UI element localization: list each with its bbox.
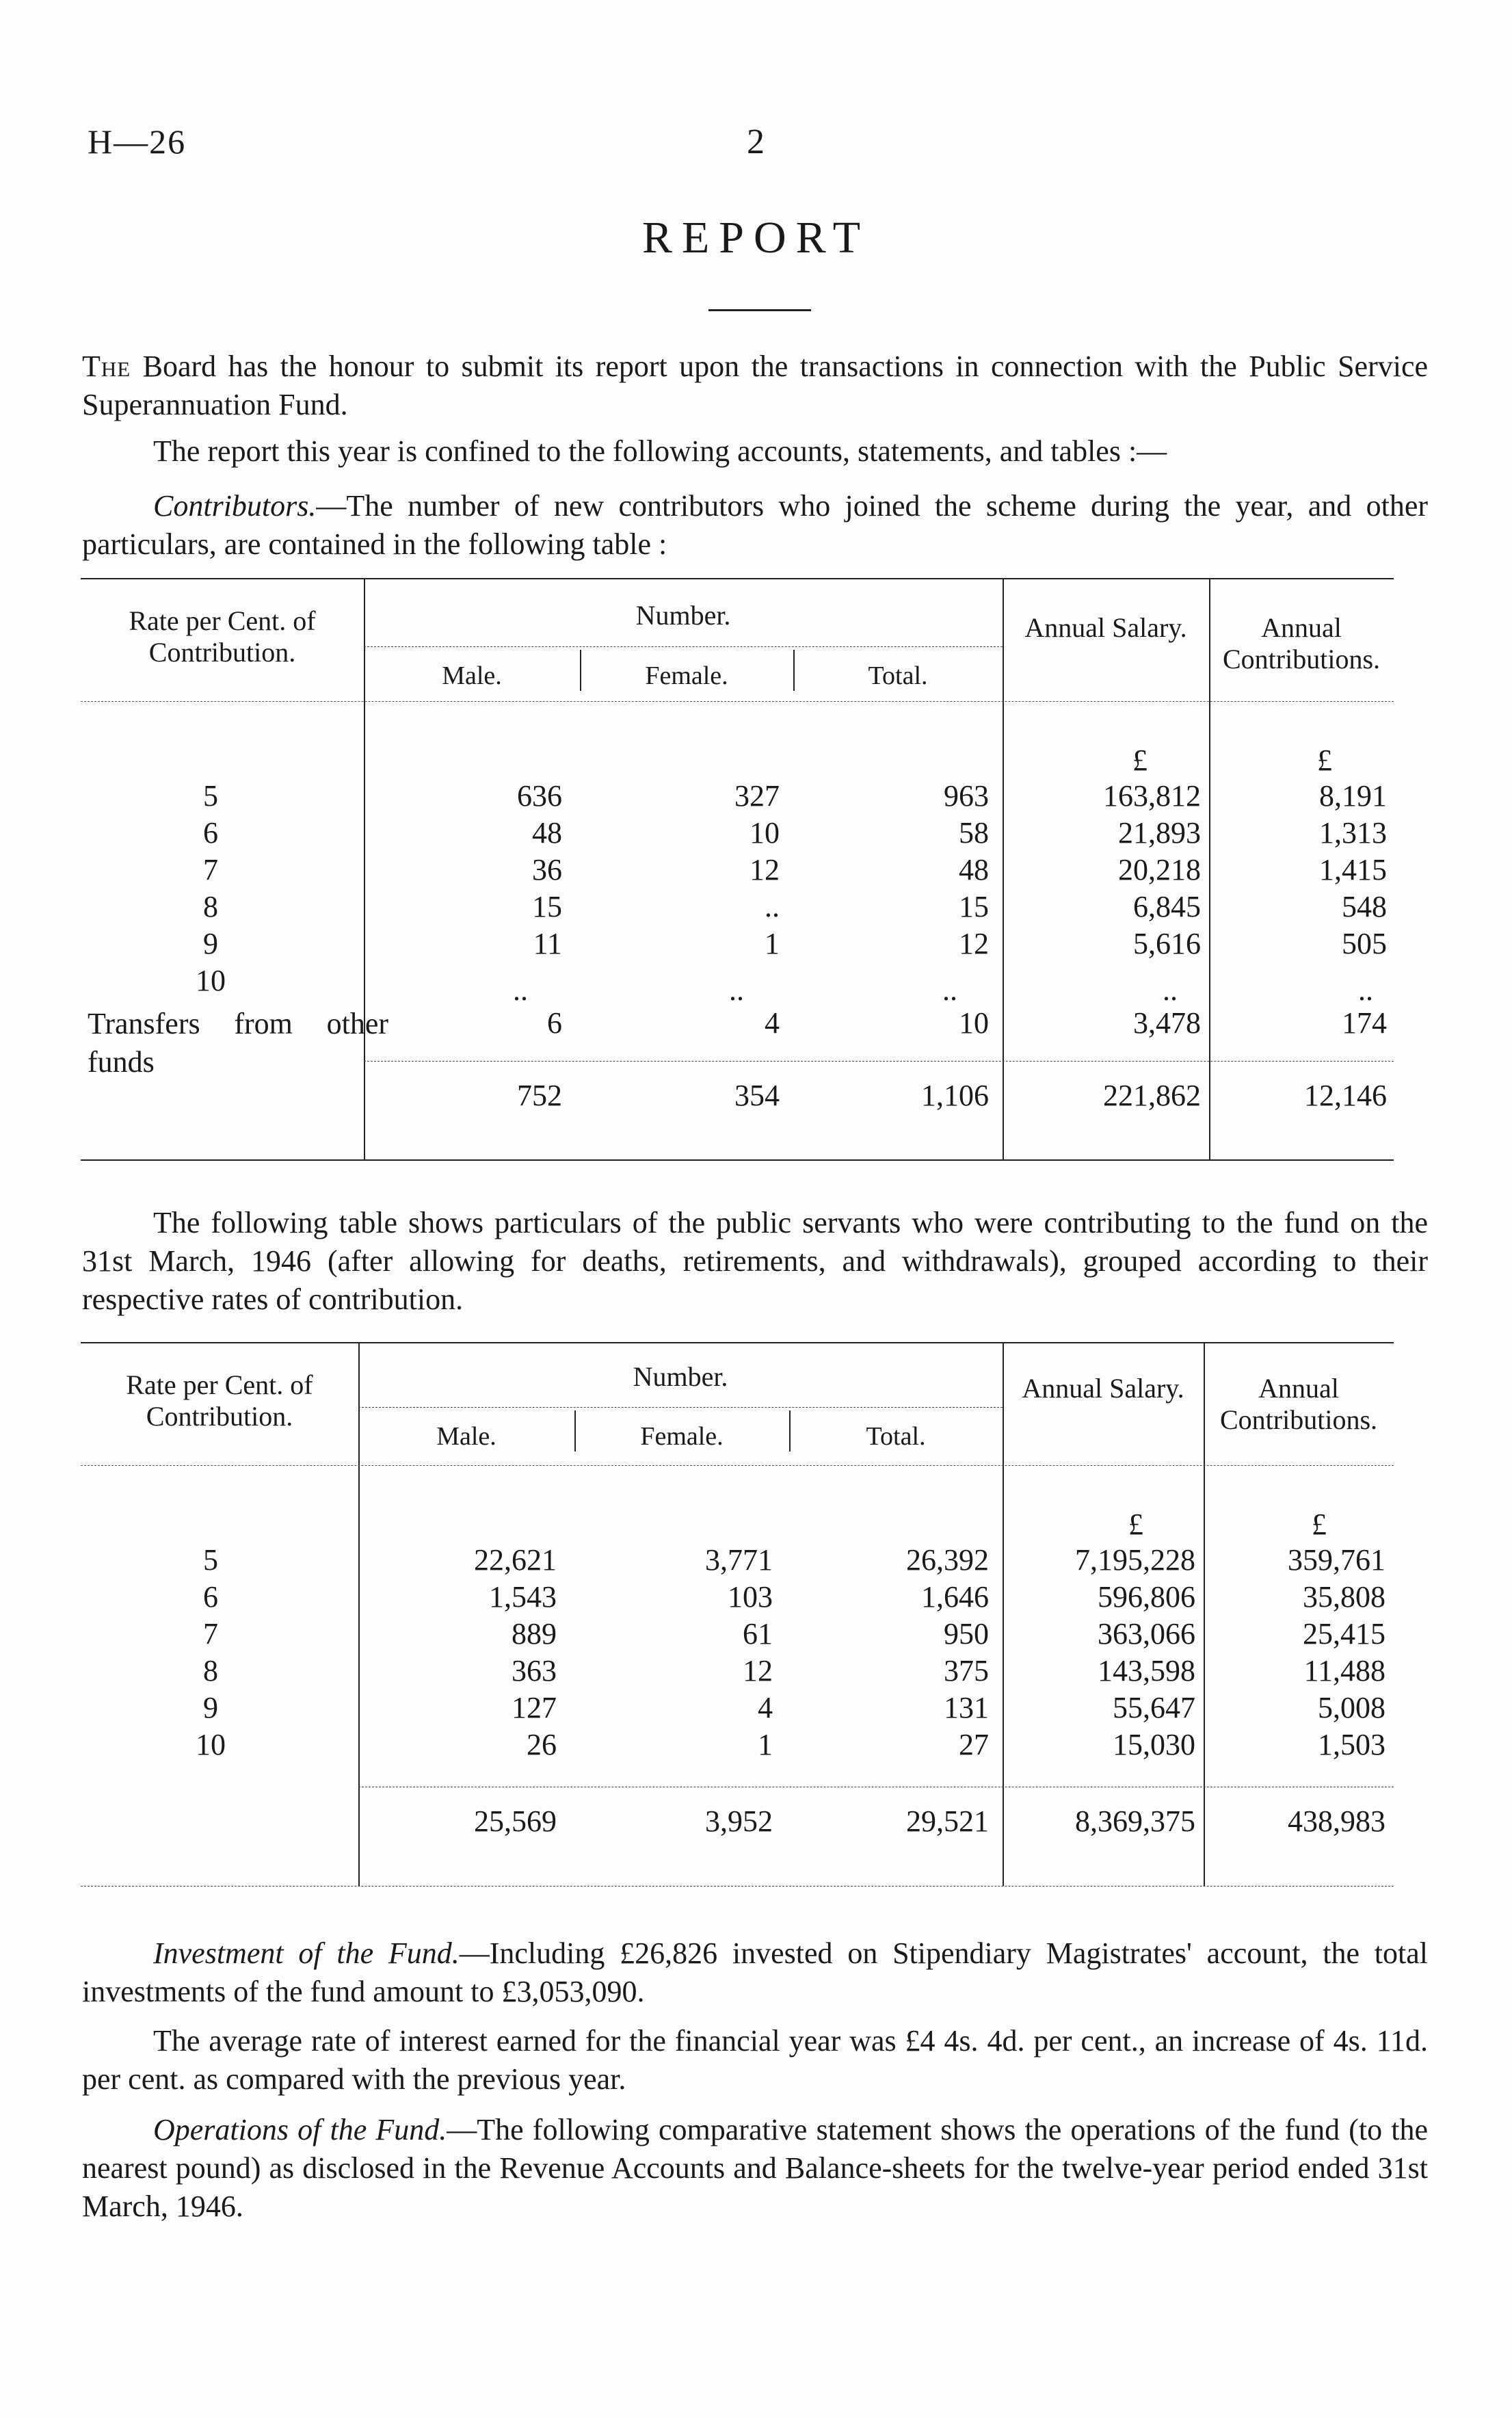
interest-paragraph <box>82 2022 1428 2099</box>
female-cell: .. <box>765 890 780 923</box>
female-total: 3,952 <box>705 1804 773 1838</box>
scope-text: The report this year is confined to the following accounts, statements, and tables :— <box>153 434 1167 468</box>
contributions-header: Annual Contributions. <box>1219 1373 1378 1435</box>
rate-cell: 9 <box>203 1691 218 1724</box>
contributing-text: The following table shows particulars of the public servants who were contributing to the fund on the 31st March, 1946 (after allowing for deaths, retirements, and withdrawals), grouped according to their respective rates of contribution. <box>82 1206 1428 1316</box>
contrib-unit: £ <box>1317 744 1332 777</box>
contrib-cell: 8,191 <box>1319 779 1387 813</box>
salary-cell: 7,195,228 <box>1075 1543 1195 1577</box>
salary-header: Annual Salary. <box>1022 1373 1184 1404</box>
female-cell: 327 <box>734 779 780 813</box>
rate-cell: 9 <box>203 927 218 960</box>
contrib-cell: 5,008 <box>1318 1691 1385 1724</box>
male-cell: 363 <box>512 1654 557 1687</box>
female-cell: 12 <box>743 1654 773 1687</box>
contrib-cell: 548 <box>1342 890 1387 923</box>
interest-text: The average rate of interest earned for the financial year was £4 4s. 4d. per cent., an increase of 4s. 11d. per cent. as compared with the previous year. <box>82 2024 1428 2096</box>
male-header: Male. <box>436 1422 496 1451</box>
rate-cell: 5 <box>203 1543 218 1577</box>
male-cell: 36 <box>532 853 562 886</box>
salary-cell: 363,066 <box>1098 1617 1195 1651</box>
contributions-header: Annual Contributions. <box>1222 612 1381 674</box>
number-header: Number. <box>635 600 731 631</box>
contrib-cell: 1,313 <box>1319 816 1387 850</box>
female-cell: 1 <box>765 927 780 960</box>
male-cell: 889 <box>512 1617 557 1651</box>
female-header: Female. <box>645 661 728 690</box>
operations-lead: Operations of the Fund. <box>153 2113 447 2146</box>
male-total: 752 <box>517 1079 562 1112</box>
rate-cell: 7 <box>203 1617 218 1651</box>
male-cell: 636 <box>517 779 562 813</box>
salary-total: 8,369,375 <box>1075 1804 1195 1838</box>
contrib-cell: .. <box>1358 973 1373 1007</box>
contrib-cell: 174 <box>1342 1006 1387 1040</box>
total-total: 29,521 <box>906 1804 989 1838</box>
investment-text: —Including £26,826 invested on Stipendiary Magistrates' account, the total investments of the fund amount to £3,053,090. <box>82 1936 1428 2008</box>
total-cell: 15 <box>959 890 989 923</box>
salary-total: 221,862 <box>1103 1079 1201 1112</box>
male-cell: 48 <box>532 816 562 850</box>
total-cell: 12 <box>959 927 989 960</box>
salary-cell: 55,647 <box>1113 1691 1195 1724</box>
scope-paragraph <box>82 432 1428 471</box>
male-cell: 6 <box>547 1006 562 1040</box>
contributors-lead: Contributors. <box>153 489 317 523</box>
total-cell: 26,392 <box>906 1543 989 1577</box>
total-cell: 1,646 <box>921 1580 989 1614</box>
female-total: 354 <box>734 1079 780 1112</box>
contrib-cell: 1,503 <box>1318 1728 1385 1761</box>
salary-header: Annual Salary. <box>1024 612 1187 643</box>
total-cell: 375 <box>944 1654 989 1687</box>
salary-unit: £ <box>1128 1508 1143 1541</box>
male-cell: 15 <box>532 890 562 923</box>
salary-cell: 3,478 <box>1133 1006 1201 1040</box>
number-header: Number. <box>633 1361 728 1392</box>
document-reference: H—26 <box>88 122 187 161</box>
male-total: 25,569 <box>474 1804 557 1838</box>
female-cell: 3,771 <box>705 1543 773 1577</box>
salary-cell: .. <box>1163 973 1178 1007</box>
total-header: Total. <box>866 1422 926 1451</box>
female-cell: .. <box>729 973 744 1007</box>
contrib-unit: £ <box>1312 1508 1327 1541</box>
female-cell: 103 <box>728 1580 773 1614</box>
salary-cell: 15,030 <box>1113 1728 1195 1761</box>
rate-cell: 6 <box>203 816 218 850</box>
total-cell: 131 <box>944 1691 989 1724</box>
salary-cell: 21,893 <box>1118 816 1201 850</box>
rate-cell: 7 <box>203 853 218 886</box>
rate-cell: 6 <box>203 1580 218 1614</box>
rate-cell: 8 <box>203 890 218 923</box>
page-title: REPORT <box>641 213 871 263</box>
rate-cell: 10 <box>196 1728 226 1761</box>
contrib-total: 438,983 <box>1288 1804 1385 1838</box>
salary-cell: 596,806 <box>1098 1580 1195 1614</box>
total-cell: 10 <box>959 1006 989 1040</box>
operations-text: —The following comparative statement shows the operations of the fund (to the nearest pound) as disclosed in the Revenue Accounts and Balance-sheets for the twelve-year period ended 31st March, 1946. <box>82 2113 1428 2223</box>
contributing-servants-table <box>81 1342 1394 1889</box>
new-contributors-table <box>81 578 1394 1163</box>
salary-cell: 6,845 <box>1133 890 1201 923</box>
rate-cell: 8 <box>203 1654 218 1687</box>
male-cell: 1,543 <box>489 1580 557 1614</box>
rate-cell: 5 <box>203 779 218 813</box>
total-cell: 58 <box>959 816 989 850</box>
contrib-cell: 25,415 <box>1303 1617 1385 1651</box>
investment-paragraph <box>82 1934 1428 2011</box>
total-cell: .. <box>942 973 957 1007</box>
contrib-cell: 35,808 <box>1303 1580 1385 1614</box>
female-header: Female. <box>640 1422 724 1451</box>
salary-unit: £ <box>1132 744 1148 777</box>
female-cell: 4 <box>758 1691 773 1724</box>
total-cell: 950 <box>944 1617 989 1651</box>
contrib-cell: 1,415 <box>1319 853 1387 886</box>
intro-text: Board has the honour to submit its report upon the transactions in connection with the Public Service Superannuation Fund. <box>82 350 1429 421</box>
salary-cell: 143,598 <box>1098 1654 1195 1687</box>
rate-header: Rate per Cent. of Contribution. <box>126 1369 313 1432</box>
contrib-cell: 505 <box>1342 927 1387 960</box>
total-cell: 48 <box>959 853 989 886</box>
male-cell: 11 <box>533 927 562 960</box>
intro-lead: The <box>82 350 131 383</box>
salary-cell: 20,218 <box>1118 853 1201 886</box>
contrib-cell: 11,488 <box>1303 1654 1385 1687</box>
male-cell: .. <box>513 973 528 1007</box>
operations-paragraph <box>82 2111 1428 2226</box>
salary-cell: 163,812 <box>1103 779 1201 813</box>
male-header: Male. <box>442 661 502 690</box>
total-cell: 27 <box>959 1728 989 1761</box>
contributors-text: —The number of new contributors who joined the scheme during the year, and other particulars, are contained in the following table : <box>82 489 1428 561</box>
female-cell: 4 <box>765 1006 780 1040</box>
male-cell: 127 <box>512 1691 557 1724</box>
title-rule <box>708 309 811 311</box>
salary-cell: 5,616 <box>1133 927 1201 960</box>
contrib-cell: 359,761 <box>1288 1543 1385 1577</box>
intro-paragraph <box>82 347 1428 424</box>
female-cell: 1 <box>758 1728 773 1761</box>
contrib-total: 12,146 <box>1304 1079 1387 1112</box>
contributors-paragraph <box>82 487 1428 564</box>
investment-lead: Investment of the Fund. <box>153 1936 460 1970</box>
total-total: 1,106 <box>921 1079 989 1112</box>
rate-header: Rate per Cent. of Contribution. <box>129 605 316 668</box>
female-cell: 61 <box>743 1617 773 1651</box>
male-cell: 26 <box>527 1728 557 1761</box>
rate-cell: Transfers from other funds <box>88 1007 388 1079</box>
female-cell: 12 <box>750 853 780 886</box>
male-cell: 22,621 <box>474 1543 557 1577</box>
total-cell: 963 <box>944 779 989 813</box>
total-header: Total. <box>868 661 928 690</box>
contributing-paragraph <box>82 1204 1428 1319</box>
page-number: 2 <box>747 122 765 161</box>
rate-cell: 10 <box>196 964 226 997</box>
female-cell: 10 <box>750 816 780 850</box>
